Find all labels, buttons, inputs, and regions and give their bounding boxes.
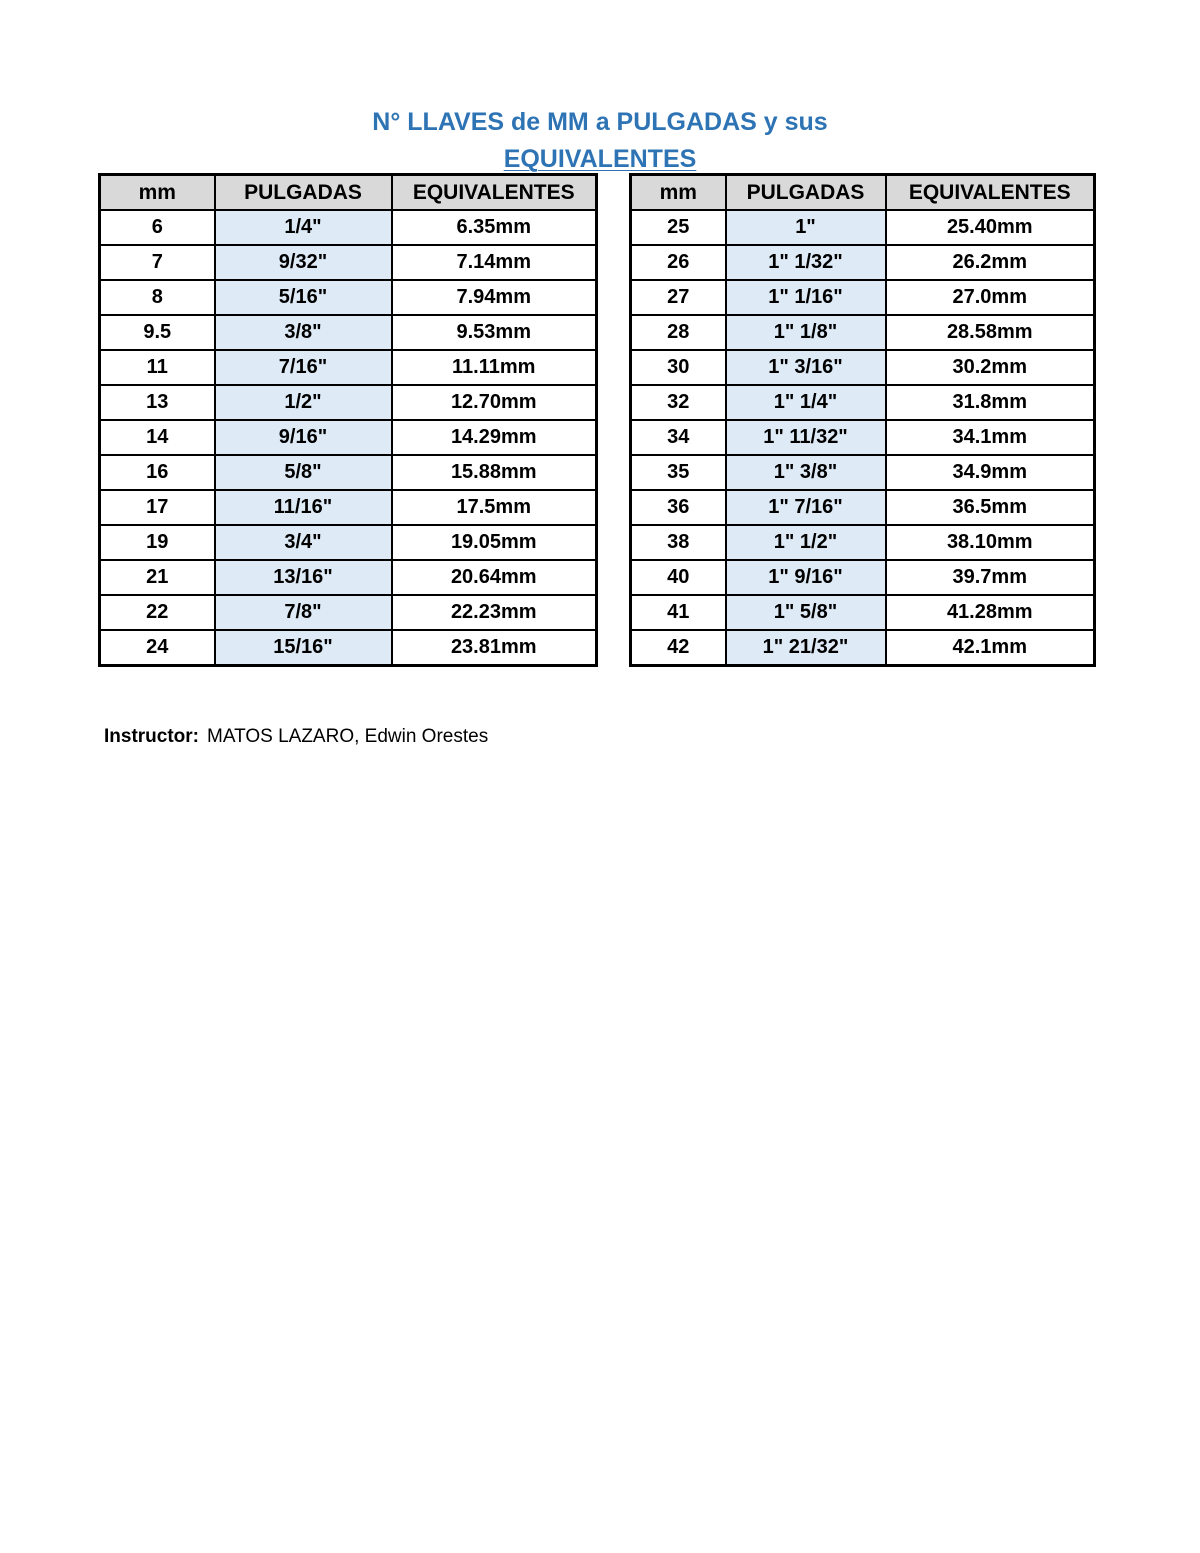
table-row bbox=[100, 280, 597, 315]
cell-equivalent: 36.5mm bbox=[886, 490, 1095, 525]
table-row bbox=[631, 245, 1095, 280]
header-equivalents: EQUIVALENTES bbox=[886, 175, 1095, 211]
table-header-row bbox=[631, 175, 1095, 211]
cell-inches: 11/16" bbox=[215, 490, 392, 525]
cell-mm: 24 bbox=[100, 630, 215, 666]
cell-mm: 35 bbox=[631, 455, 726, 490]
cell-equivalent: 19.05mm bbox=[392, 525, 597, 560]
table-row bbox=[631, 315, 1095, 350]
cell-inches: 7/16" bbox=[215, 350, 392, 385]
cell-mm: 19 bbox=[100, 525, 215, 560]
table-row bbox=[100, 595, 597, 630]
cell-inches: 1" 3/8" bbox=[726, 455, 886, 490]
cell-inches: 1" bbox=[726, 210, 886, 245]
cell-equivalent: 15.88mm bbox=[392, 455, 597, 490]
cell-equivalent: 38.10mm bbox=[886, 525, 1095, 560]
cell-equivalent: 7.14mm bbox=[392, 245, 597, 280]
cell-inches: 5/16" bbox=[215, 280, 392, 315]
cell-equivalent: 14.29mm bbox=[392, 420, 597, 455]
table-row bbox=[100, 490, 597, 525]
cell-equivalent: 39.7mm bbox=[886, 560, 1095, 595]
cell-equivalent: 41.28mm bbox=[886, 595, 1095, 630]
cell-inches: 1/2" bbox=[215, 385, 392, 420]
cell-mm: 32 bbox=[631, 385, 726, 420]
header-mm: mm bbox=[100, 175, 215, 211]
cell-inches: 15/16" bbox=[215, 630, 392, 666]
cell-mm: 25 bbox=[631, 210, 726, 245]
table-row bbox=[100, 245, 597, 280]
cell-equivalent: 30.2mm bbox=[886, 350, 1095, 385]
cell-equivalent: 12.70mm bbox=[392, 385, 597, 420]
table-header-row bbox=[100, 175, 597, 211]
cell-inches: 1" 1/2" bbox=[726, 525, 886, 560]
table-row bbox=[631, 595, 1095, 630]
cell-inches: 5/8" bbox=[215, 455, 392, 490]
cell-equivalent: 28.58mm bbox=[886, 315, 1095, 350]
cell-mm: 7 bbox=[100, 245, 215, 280]
table-row bbox=[631, 630, 1095, 666]
cell-mm: 38 bbox=[631, 525, 726, 560]
cell-inches: 1" 7/16" bbox=[726, 490, 886, 525]
cell-mm: 42 bbox=[631, 630, 726, 666]
cell-inches: 1/4" bbox=[215, 210, 392, 245]
instructor-line bbox=[104, 724, 488, 750]
page-title-line2: EQUIVALENTES bbox=[503, 145, 697, 173]
header-inches: PULGADAS bbox=[726, 175, 886, 211]
cell-equivalent: 42.1mm bbox=[886, 630, 1095, 666]
cell-mm: 17 bbox=[100, 490, 215, 525]
table-row bbox=[631, 210, 1095, 245]
cell-equivalent: 6.35mm bbox=[392, 210, 597, 245]
cell-equivalent: 34.9mm bbox=[886, 455, 1095, 490]
cell-mm: 40 bbox=[631, 560, 726, 595]
cell-equivalent: 34.1mm bbox=[886, 420, 1095, 455]
cell-mm: 13 bbox=[100, 385, 215, 420]
cell-mm: 16 bbox=[100, 455, 215, 490]
table-row bbox=[100, 210, 597, 245]
cell-inches: 1" 11/32" bbox=[726, 420, 886, 455]
right-table-body bbox=[631, 210, 1095, 666]
cell-mm: 36 bbox=[631, 490, 726, 525]
cell-mm: 21 bbox=[100, 560, 215, 595]
cell-inches: 1" 9/16" bbox=[726, 560, 886, 595]
cell-mm: 26 bbox=[631, 245, 726, 280]
cell-inches: 1" 1/8" bbox=[726, 315, 886, 350]
cell-mm: 6 bbox=[100, 210, 215, 245]
instructor-name: MATOS LAZARO, Edwin Orestes bbox=[207, 726, 489, 747]
cell-equivalent: 27.0mm bbox=[886, 280, 1095, 315]
cell-inches: 1" 1/32" bbox=[726, 245, 886, 280]
table-row bbox=[100, 560, 597, 595]
table-row bbox=[100, 455, 597, 490]
table-row bbox=[100, 315, 597, 350]
table-row bbox=[100, 525, 597, 560]
table-row bbox=[631, 280, 1095, 315]
cell-inches: 3/4" bbox=[215, 525, 392, 560]
cell-equivalent: 11.11mm bbox=[392, 350, 597, 385]
cell-mm: 27 bbox=[631, 280, 726, 315]
table-row bbox=[631, 490, 1095, 525]
cell-inches: 9/32" bbox=[215, 245, 392, 280]
cell-mm: 11 bbox=[100, 350, 215, 385]
page-title-line1: N° LLAVES de MM a PULGADAS y sus bbox=[372, 108, 828, 136]
table-row bbox=[631, 420, 1095, 455]
conversion-table-left bbox=[98, 173, 598, 667]
cell-mm: 30 bbox=[631, 350, 726, 385]
cell-inches: 1" 1/16" bbox=[726, 280, 886, 315]
table-row bbox=[631, 350, 1095, 385]
cell-inches: 1" 3/16" bbox=[726, 350, 886, 385]
cell-inches: 3/8" bbox=[215, 315, 392, 350]
cell-equivalent: 23.81mm bbox=[392, 630, 597, 666]
cell-mm: 8 bbox=[100, 280, 215, 315]
cell-equivalent: 20.64mm bbox=[392, 560, 597, 595]
header-equivalents: EQUIVALENTES bbox=[392, 175, 597, 211]
cell-equivalent: 17.5mm bbox=[392, 490, 597, 525]
cell-mm: 34 bbox=[631, 420, 726, 455]
cell-inches: 1" 21/32" bbox=[726, 630, 886, 666]
cell-mm: 22 bbox=[100, 595, 215, 630]
cell-inches: 1" 5/8" bbox=[726, 595, 886, 630]
table-row bbox=[100, 630, 597, 666]
left-table-body bbox=[100, 210, 597, 666]
header-inches: PULGADAS bbox=[215, 175, 392, 211]
cell-equivalent: 31.8mm bbox=[886, 385, 1095, 420]
cell-mm: 41 bbox=[631, 595, 726, 630]
table-row bbox=[631, 385, 1095, 420]
cell-equivalent: 9.53mm bbox=[392, 315, 597, 350]
cell-mm: 14 bbox=[100, 420, 215, 455]
cell-inches: 1" 1/4" bbox=[726, 385, 886, 420]
cell-equivalent: 22.23mm bbox=[392, 595, 597, 630]
instructor-label: Instructor: bbox=[104, 726, 199, 747]
cell-equivalent: 25.40mm bbox=[886, 210, 1095, 245]
table-row bbox=[631, 560, 1095, 595]
cell-inches: 9/16" bbox=[215, 420, 392, 455]
conversion-table-right bbox=[629, 173, 1096, 667]
cell-mm: 28 bbox=[631, 315, 726, 350]
cell-equivalent: 26.2mm bbox=[886, 245, 1095, 280]
table-row bbox=[631, 525, 1095, 560]
header-mm: mm bbox=[631, 175, 726, 211]
cell-inches: 7/8" bbox=[215, 595, 392, 630]
cell-equivalent: 7.94mm bbox=[392, 280, 597, 315]
cell-mm: 9.5 bbox=[100, 315, 215, 350]
table-row bbox=[100, 385, 597, 420]
table-row bbox=[100, 420, 597, 455]
cell-inches: 13/16" bbox=[215, 560, 392, 595]
table-row bbox=[631, 455, 1095, 490]
table-row bbox=[100, 350, 597, 385]
